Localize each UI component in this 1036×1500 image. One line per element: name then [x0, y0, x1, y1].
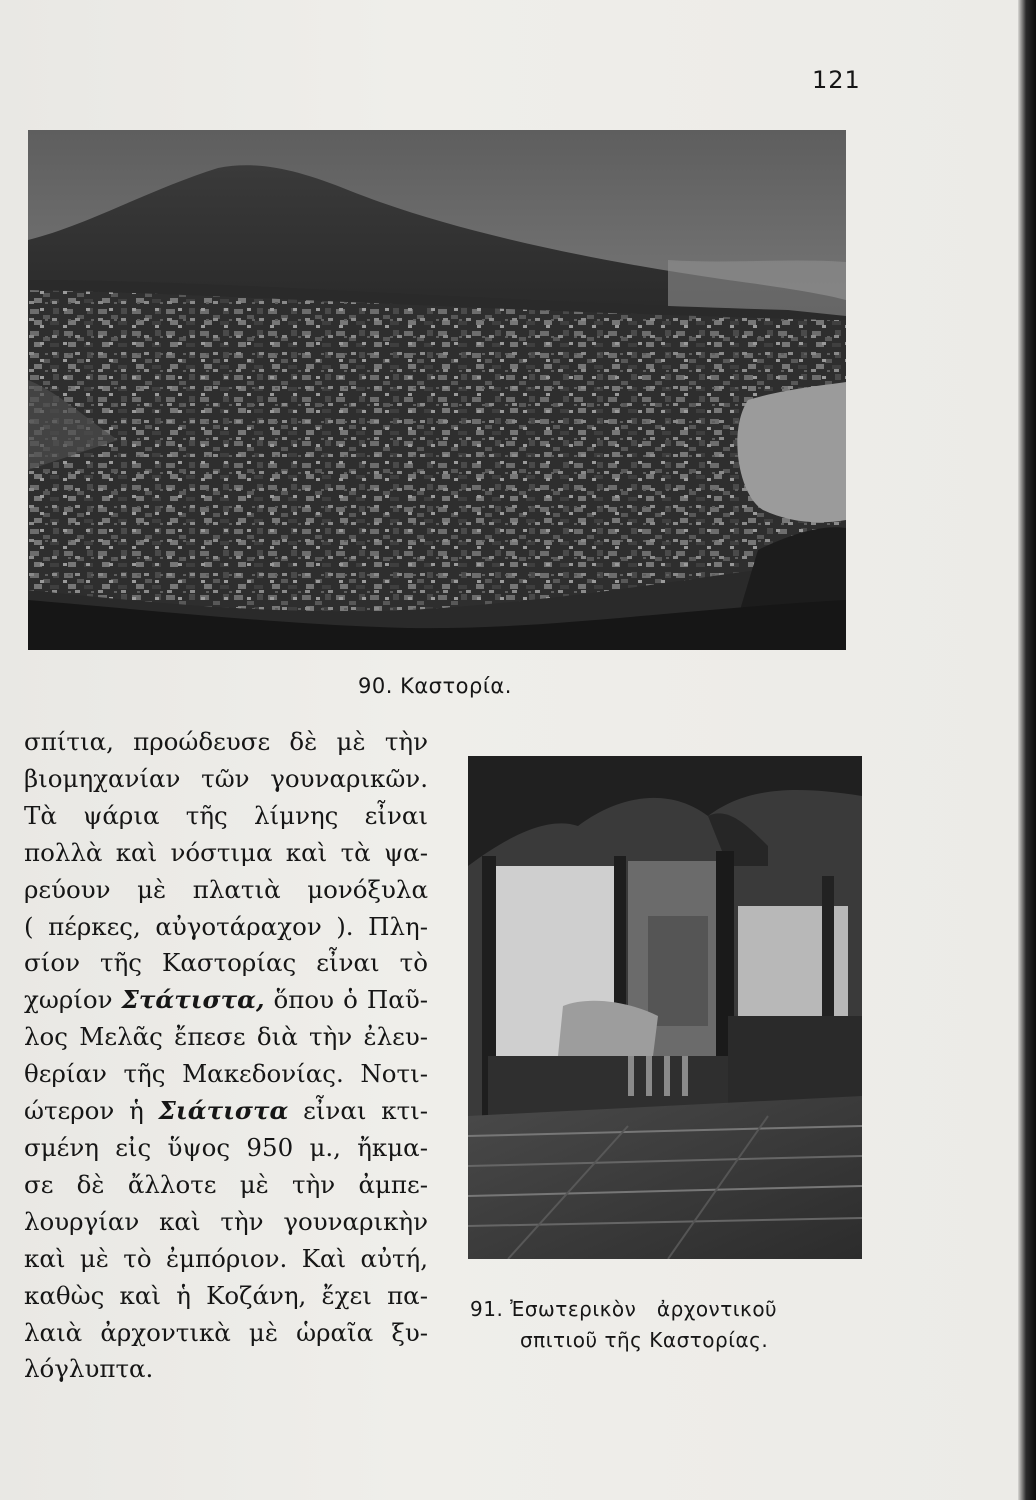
photo-mansion-interior: [468, 756, 862, 1259]
figure-91-caption-line2: σπιτιοῦ τῆς Καστορίας.: [520, 1328, 769, 1352]
photo-kastoria-panorama: [28, 130, 846, 650]
place-name-siatista: Σιάτιστα: [158, 1096, 289, 1126]
text-line: λαιὰ ἀρχοντικὰ μὲ ὡραῖα ξυ-: [24, 1317, 428, 1347]
page-edge-shadow: [1018, 0, 1036, 1500]
text-line: καθὼς καὶ ἡ Κοζάνη, ἔχει πα-: [24, 1280, 428, 1310]
figure-91-caption: [470, 1294, 830, 1356]
text-line: σμένη εἰς ὕψος 950 μ., ἤκμα-: [24, 1132, 428, 1162]
text-line: σε δὲ ἄλλοτε μὲ τὴν ἀμπε-: [24, 1169, 428, 1199]
figure-90-caption: 90. Καστορία.: [358, 674, 512, 698]
text-segment: ὅπου ὁ Παῦ-: [264, 985, 428, 1015]
text-line: ρεύουν μὲ πλατιὰ μονόξυλα: [24, 874, 428, 904]
text-segment: εἶναι κτι-: [288, 1096, 429, 1126]
text-segment: χωρίον: [24, 985, 122, 1015]
text-line: πολλὰ καὶ νόστιμα καὶ τὰ ψα-: [24, 837, 428, 867]
text-line: σίον τῆς Καστορίας εἶναι τὸ: [24, 948, 428, 978]
page-number: 121: [812, 66, 861, 94]
text-line: ( πέρκες, αὐγοτάραχον ). Πλη-: [24, 911, 428, 941]
figure-91-caption-line1: 91. Ἐσωτερικὸν ἀρχοντικοῦ: [470, 1297, 778, 1321]
body-text: [24, 724, 428, 1388]
text-line: καὶ μὲ τὸ ἐμπόριον. Καὶ αὐτή,: [24, 1243, 428, 1273]
text-line: σπίτια, προώδευσε δὲ μὲ τὴν: [24, 727, 428, 756]
text-line: λος Μελᾶς ἔπεσε διὰ τὴν ἐλευ-: [24, 1022, 428, 1052]
photo-mansion-interior-drawing: [468, 756, 862, 1259]
text-line: βιομηχανίαν τῶν γουναρικῶν.: [24, 763, 428, 793]
text-line: Τὰ ψάρια τῆς λίμνης εἶναι: [24, 800, 428, 830]
photo-kastoria-panorama-drawing: [28, 130, 846, 650]
text-line: [24, 1093, 428, 1130]
text-segment: ώτερον ἡ: [24, 1096, 159, 1126]
place-name-statista: Στάτιστα,: [121, 985, 265, 1015]
text-line: θερίαν τῆς Μακεδονίας. Νοτι-: [24, 1059, 428, 1089]
text-line: λόγλυπτα.: [24, 1354, 154, 1384]
text-line: [24, 982, 428, 1019]
text-line: λουργίαν καὶ τὴν γουναρικὴν: [24, 1206, 428, 1236]
